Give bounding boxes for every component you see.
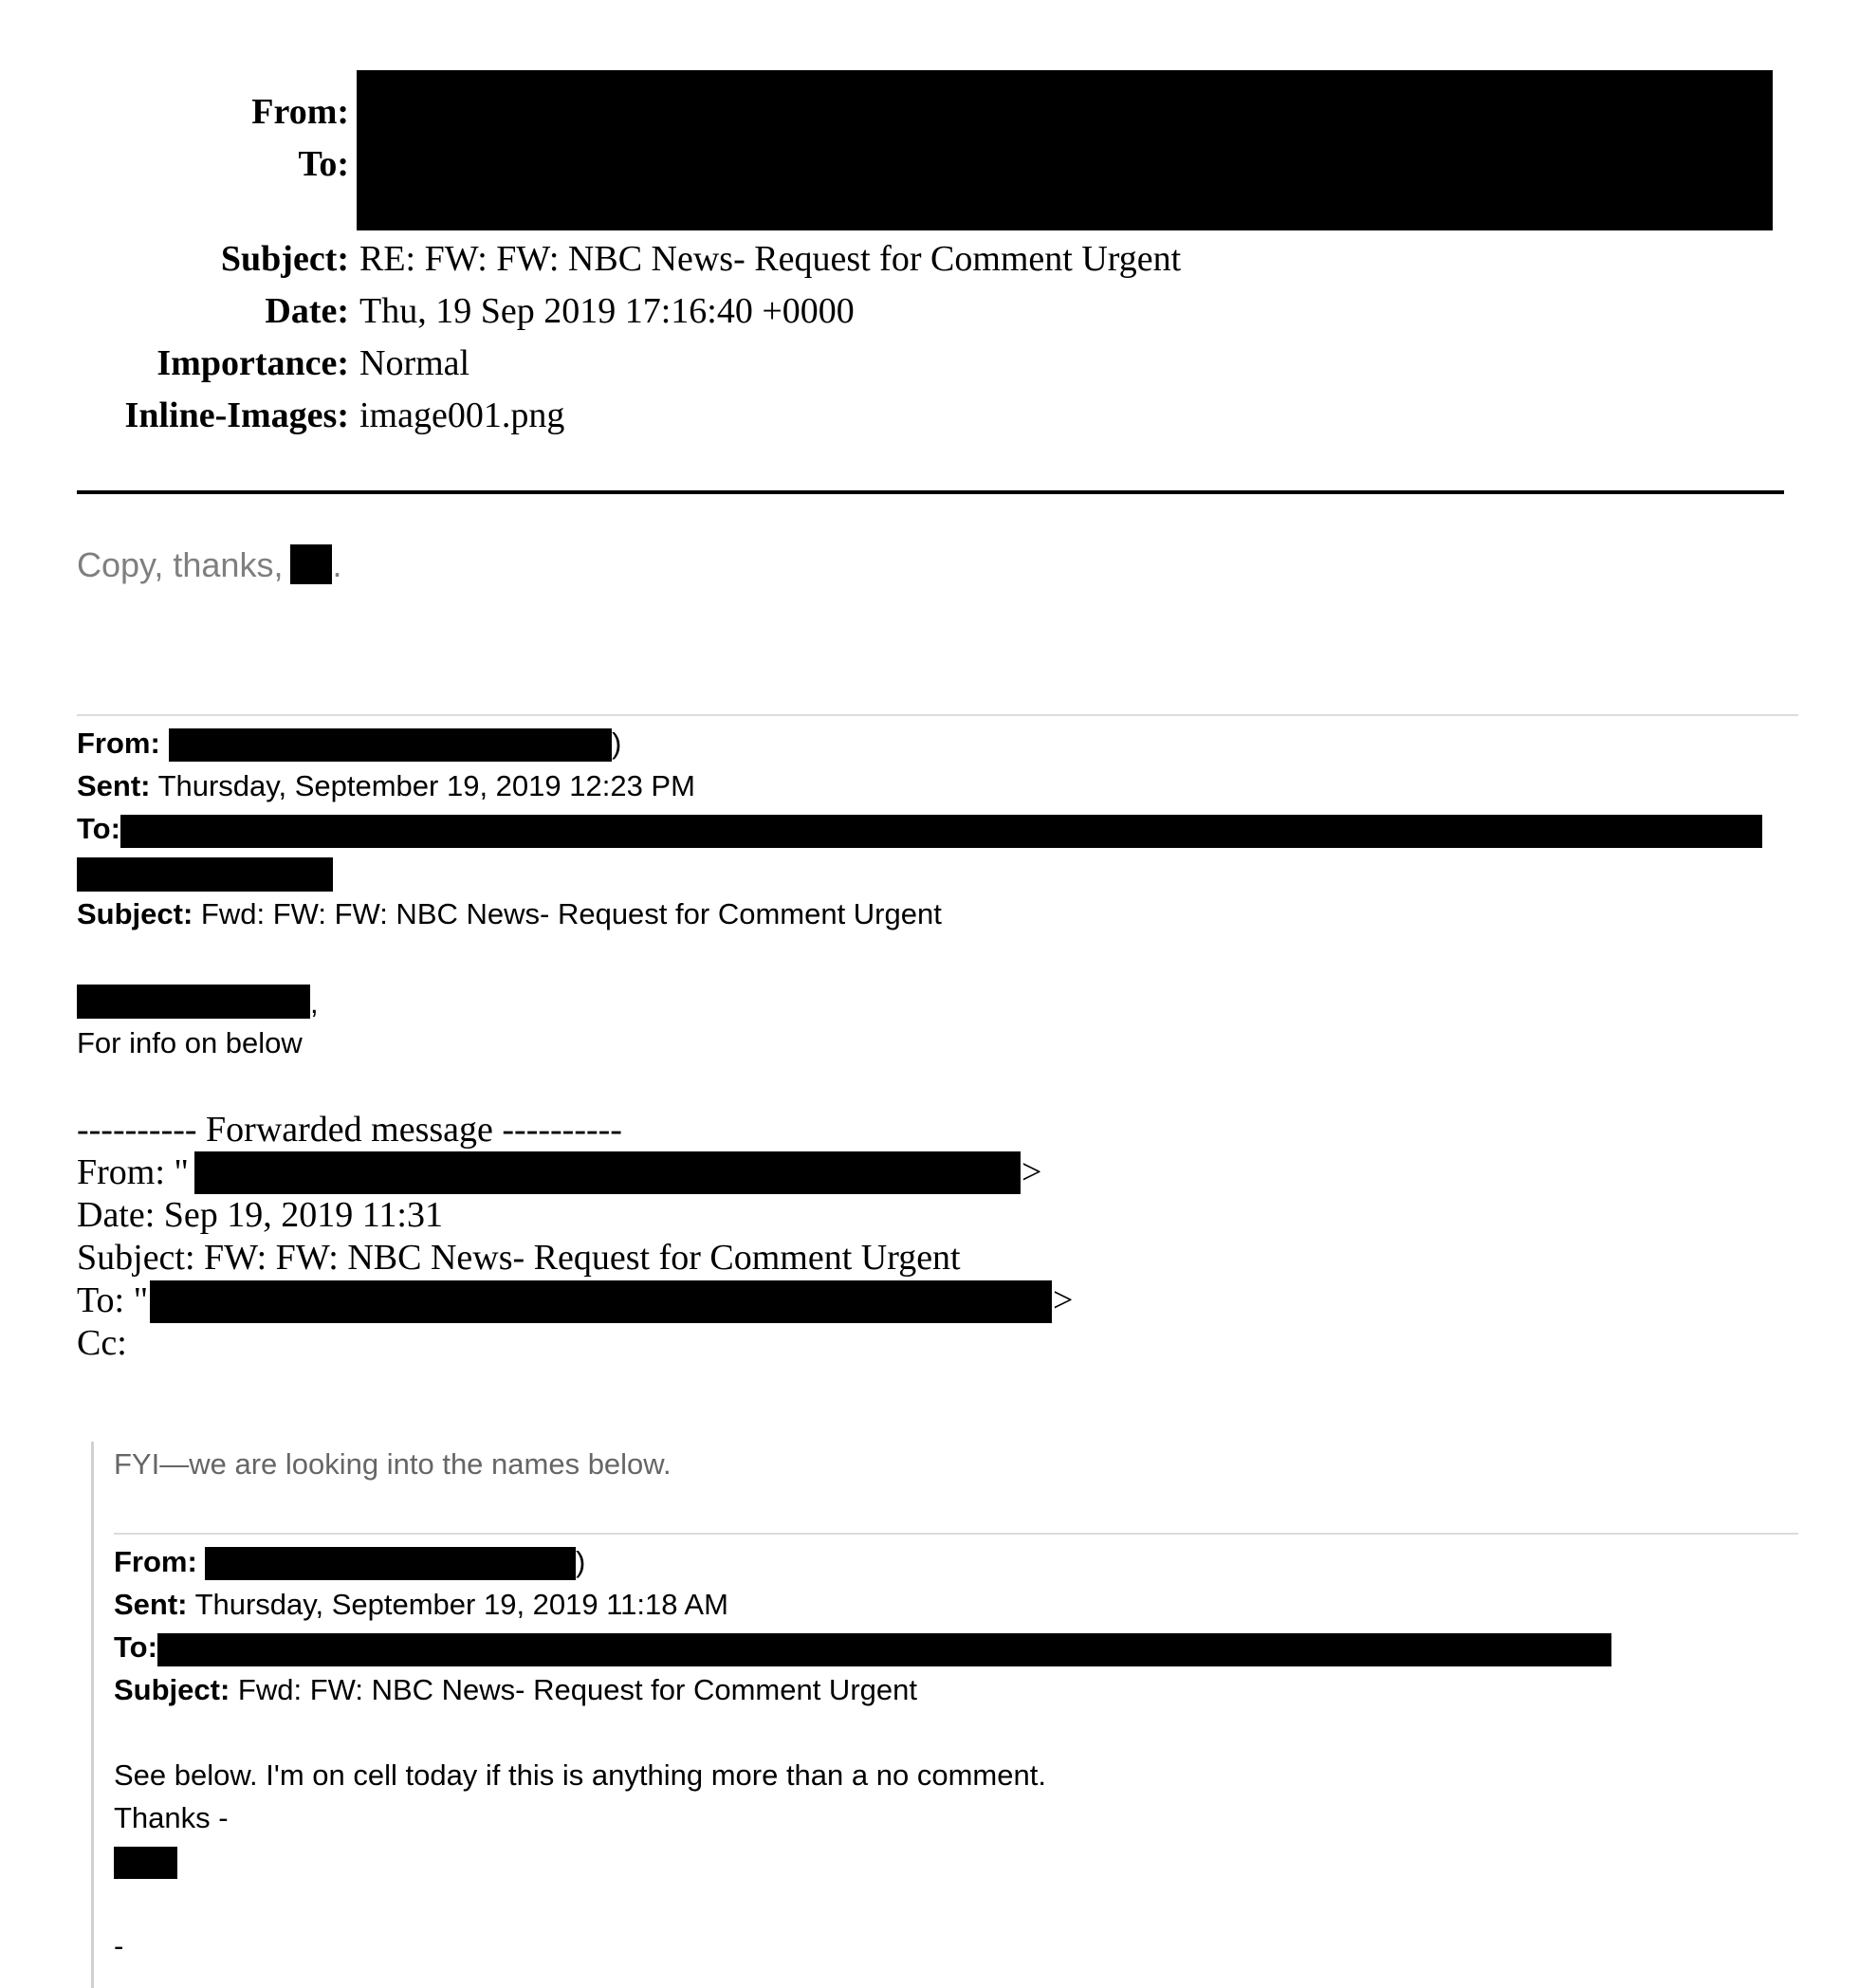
redaction-quoted-signature xyxy=(114,1847,177,1879)
header-inline-images: image001.png xyxy=(359,396,565,435)
header-from-label: From: xyxy=(251,92,349,132)
reply-text-after: . xyxy=(332,545,342,584)
quoted-fyi: FYI—we are looking into the names below. xyxy=(114,1447,672,1481)
forwarded-from-label: From: " xyxy=(77,1152,189,1192)
message-1-to-label: To: xyxy=(77,812,120,845)
message-1-greeting-suffix: , xyxy=(310,986,319,1020)
message-divider xyxy=(77,714,1798,716)
redaction-message-1-to-cont xyxy=(77,857,333,892)
quoted-subject-value: Fwd: FW: NBC News- Request for Comment Urgent xyxy=(237,1673,917,1706)
quoted-sent xyxy=(114,1586,728,1624)
quoted-from xyxy=(114,1543,197,1581)
redaction-message-1-to xyxy=(120,815,1762,848)
quoted-from-suffix: ) xyxy=(576,1545,586,1578)
message-1-subject-value: Fwd: FW: FW: NBC News- Request for Comment Urgent xyxy=(200,897,942,930)
message-1-from-suffix: ) xyxy=(612,727,622,760)
quoted-sent-label: Sent: xyxy=(114,1588,188,1621)
quoted-divider xyxy=(114,1533,1798,1535)
quoted-to-label: To: xyxy=(114,1630,157,1664)
reply-text-before: Copy, thanks, xyxy=(77,545,284,584)
quote-bar xyxy=(91,1442,94,1988)
forwarded-date: Date: Sep 19, 2019 11:31 xyxy=(77,1195,443,1235)
forwarded-to-suffix: > xyxy=(1053,1280,1074,1320)
header-date-label: Date: xyxy=(265,291,349,331)
message-1-sent-value: Thursday, September 19, 2019 12:23 PM xyxy=(157,769,695,802)
forwarded-subject: Subject: FW: FW: NBC News- Request for Comment Urgent xyxy=(77,1238,961,1278)
redaction-quoted-from xyxy=(205,1547,576,1580)
message-1-subject-label: Subject: xyxy=(77,897,193,930)
redaction-name xyxy=(290,544,332,584)
quoted-sent-value: Thursday, September 19, 2019 11:18 AM xyxy=(194,1588,728,1621)
redaction-forwarded-from xyxy=(194,1151,1021,1194)
quoted-to xyxy=(114,1629,157,1666)
redaction-forwarded-to xyxy=(150,1280,1052,1323)
message-1-subject xyxy=(77,895,942,933)
redaction-quoted-to xyxy=(157,1633,1611,1666)
message-1-to xyxy=(77,810,120,848)
quoted-subject xyxy=(114,1671,917,1709)
quoted-dash: - xyxy=(114,1929,124,1962)
header-divider xyxy=(77,490,1784,494)
message-1-from xyxy=(77,725,160,763)
forwarded-to-label: To: " xyxy=(77,1280,149,1320)
forwarded-cc: Cc: xyxy=(77,1323,127,1363)
header-subject-label: Subject: xyxy=(220,239,349,279)
forwarded-from-suffix: > xyxy=(1022,1152,1042,1192)
header-inline-images-label: Inline-Images: xyxy=(124,396,349,435)
message-1-from-label: From: xyxy=(77,727,160,760)
quoted-body-line-1: See below. I'm on cell today if this is anything more than a no comment. xyxy=(114,1758,1046,1792)
quoted-from-label: From: xyxy=(114,1545,197,1578)
forwarded-heading: ---------- Forwarded message ---------- xyxy=(77,1110,622,1150)
header-subject: RE: FW: FW: NBC News- Request for Comment Urgent xyxy=(359,239,1182,279)
redaction-from-to xyxy=(357,70,1773,230)
redaction-message-1-from xyxy=(169,728,612,762)
header-importance-label: Importance: xyxy=(156,343,349,383)
redaction-message-1-greeting xyxy=(77,985,310,1019)
header-to-label: To: xyxy=(298,144,349,184)
header-date: Thu, 19 Sep 2019 17:16:40 +0000 xyxy=(359,291,855,331)
message-1-body: For info on below xyxy=(77,1026,303,1059)
message-1-sent-label: Sent: xyxy=(77,769,151,802)
message-1-sent xyxy=(77,767,695,805)
quoted-body-line-2: Thanks - xyxy=(114,1801,229,1834)
header-importance: Normal xyxy=(359,343,470,383)
reply-text xyxy=(77,543,341,588)
quoted-subject-label: Subject: xyxy=(114,1673,230,1706)
